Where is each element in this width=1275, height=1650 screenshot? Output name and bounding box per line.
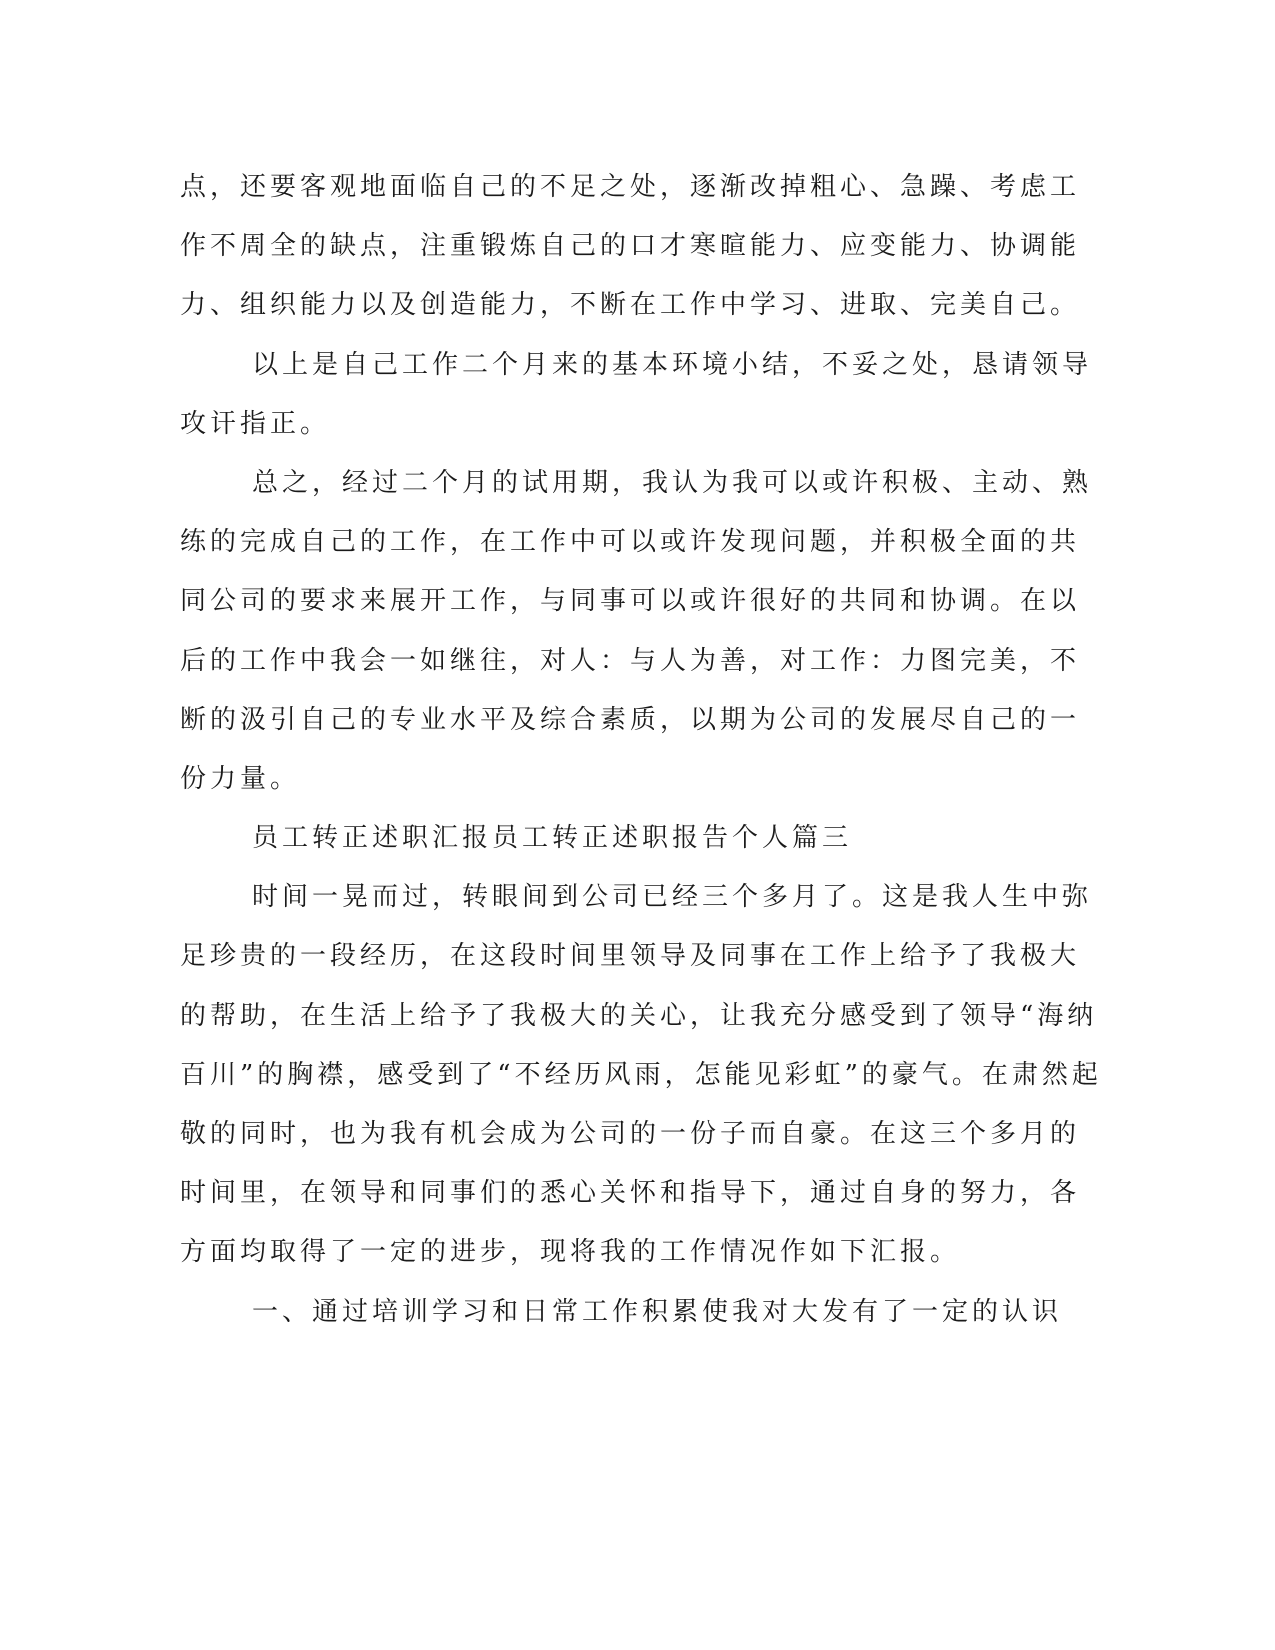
text-line: 攻讦指正。 xyxy=(180,408,331,439)
text-line: 作不周全的缺点，注重锻炼自己的口才寒暄能力、应变能力、协调能 xyxy=(180,231,1081,262)
text-line: 足珍贵的一段经历，在这段时间里领导及同事在工作上给予了我极大 xyxy=(180,941,1081,972)
paragraph-first-line: 以上是自己工作二个月来的基本环境小结，不妥之处，恳请领导 xyxy=(252,349,1093,380)
text-line: 百川”的胸襟，感受到了“不经历风雨，怎能见彩虹”的豪气。在肃然起 xyxy=(180,1059,1102,1090)
text-line: 同公司的要求来展开工作，与同事可以或许很好的共同和协调。在以 xyxy=(180,586,1081,617)
paragraph-first-line: 时间一晃而过，转眼间到公司已经三个多月了。这是我人生中弥 xyxy=(252,882,1093,913)
text-line: 练的完成自己的工作，在工作中可以或许发现问题，并积极全面的共 xyxy=(180,527,1081,558)
text-line: 力、组织能力以及创造能力，不断在工作中学习、进取、完美自己。 xyxy=(180,290,1081,321)
text-line: 份力量。 xyxy=(180,763,301,794)
text-line: 点，还要客观地面临自己的不足之处，逐渐改掉粗心、急躁、考虑工 xyxy=(180,172,1081,202)
text-line: 时间里，在领导和同事们的悉心关怀和指导下，通过自身的努力，各 xyxy=(180,1178,1081,1209)
paragraph-first-line: 一、通过培训学习和日常工作积累使我对大发有了一定的认识 xyxy=(252,1296,1063,1327)
text-line: 的帮助，在生活上给予了我极大的关心，让我充分感受到了领导“海纳 xyxy=(180,1000,1098,1031)
section-heading: 员工转正述职汇报员工转正述职报告个人篇三 xyxy=(252,823,853,854)
text-line: 敬的同时，也为我有机会成为公司的一份子而自豪。在这三个多月的 xyxy=(180,1119,1081,1149)
document-body xyxy=(180,158,1102,1342)
text-line: 后的工作中我会一如继往，对人：与人为善，对工作：力图完美，不 xyxy=(180,645,1081,676)
text-line: 断的汲引自己的专业水平及综合素质，以期为公司的发展尽自己的一 xyxy=(180,704,1081,735)
text-line: 方面均取得了一定的进步，现将我的工作情况作如下汇报。 xyxy=(180,1237,961,1268)
paragraph-first-line: 总之，经过二个月的试用期，我认为我可以或许积极、主动、熟 xyxy=(252,467,1093,498)
